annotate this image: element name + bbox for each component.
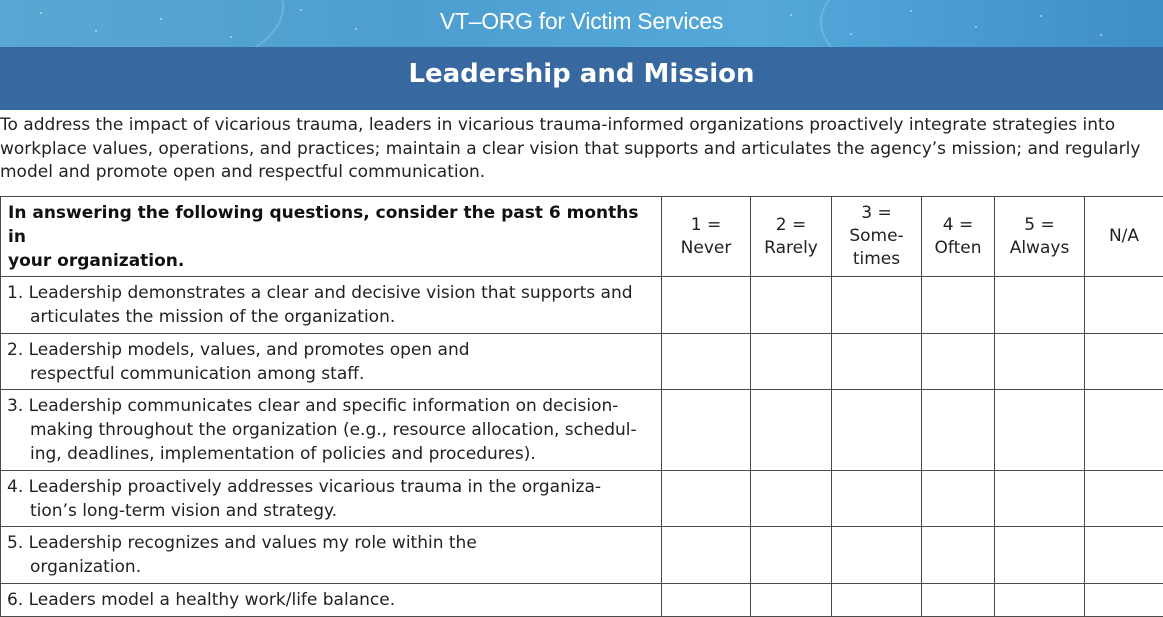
rating-cell-often[interactable] bbox=[922, 334, 995, 390]
rating-cell-sometimes[interactable] bbox=[832, 277, 922, 334]
rating-cell-never[interactable] bbox=[662, 390, 751, 471]
section-title: Leadership and Mission bbox=[408, 59, 755, 89]
scale-label: Always bbox=[1009, 237, 1070, 258]
table-row bbox=[1, 277, 1163, 334]
table-row bbox=[1, 390, 1163, 471]
scale-header-never bbox=[662, 197, 751, 277]
scale-value: 3 = bbox=[861, 203, 892, 223]
rating-cell-sometimes[interactable] bbox=[832, 334, 922, 390]
rating-cell-rarely[interactable] bbox=[751, 527, 832, 584]
intro-line: workplace values, operations, and practices; maintain a clear vision that supports and articulates the agency’s mission; and regularly bbox=[0, 138, 1141, 159]
rating-cell-na[interactable] bbox=[1085, 390, 1163, 471]
rating-cell-often[interactable] bbox=[922, 390, 995, 471]
question-text bbox=[1, 471, 662, 527]
table-row bbox=[1, 334, 1163, 390]
rating-cell-often[interactable] bbox=[922, 471, 995, 527]
scale-value: 1 = bbox=[690, 214, 722, 235]
question-header-line: In answering the following questions, consider the past 6 months in bbox=[8, 202, 639, 247]
question-line: making throughout the organization (e.g., resource allocation, schedul- bbox=[30, 420, 637, 440]
scale-label: N/A bbox=[1108, 226, 1140, 246]
rating-cell-never[interactable] bbox=[662, 527, 751, 584]
intro-paragraph bbox=[0, 114, 1163, 185]
question-line: respectful communication among staff. bbox=[30, 363, 365, 384]
rating-cell-often[interactable] bbox=[922, 527, 995, 584]
scale-value: 4 = bbox=[942, 214, 974, 235]
section-header-bar bbox=[0, 47, 1163, 110]
scale-header-na bbox=[1085, 197, 1163, 277]
scale-label: times bbox=[852, 249, 901, 269]
survey-table bbox=[0, 196, 1163, 617]
rating-cell-never[interactable] bbox=[662, 471, 751, 527]
rating-cell-always[interactable] bbox=[995, 277, 1085, 334]
question-line: 2. Leadership models, values, and promotes open and bbox=[7, 339, 470, 360]
scale-value: 5 = bbox=[1024, 214, 1055, 235]
rating-cell-sometimes[interactable] bbox=[832, 390, 922, 471]
rating-cell-never[interactable] bbox=[662, 584, 751, 617]
question-text bbox=[1, 527, 662, 584]
table-row bbox=[1, 527, 1163, 584]
question-column-header bbox=[1, 197, 662, 277]
question-line: 3. Leadership communicates clear and specific information on decision- bbox=[7, 396, 619, 416]
rating-cell-na[interactable] bbox=[1085, 277, 1163, 334]
rating-cell-sometimes[interactable] bbox=[832, 527, 922, 584]
intro-line: To address the impact of vicarious trauma, leaders in vicarious trauma-informed organizations proactively integrate strategies into bbox=[0, 115, 1116, 135]
rating-cell-always[interactable] bbox=[995, 390, 1085, 471]
question-text bbox=[1, 584, 662, 617]
rating-cell-always[interactable] bbox=[995, 527, 1085, 584]
rating-cell-never[interactable] bbox=[662, 334, 751, 390]
question-line: organization. bbox=[30, 557, 142, 577]
question-line: 4. Leadership proactively addresses vicarious trauma in the organiza- bbox=[7, 476, 602, 497]
rating-cell-na[interactable] bbox=[1085, 584, 1163, 617]
rating-cell-rarely[interactable] bbox=[751, 584, 832, 617]
scale-label: Never bbox=[680, 237, 732, 258]
table-row bbox=[1, 584, 1163, 617]
scale-header-sometimes bbox=[832, 197, 922, 277]
table-row bbox=[1, 471, 1163, 527]
intro-line: model and promote open and respectful communication. bbox=[0, 162, 486, 182]
rating-cell-na[interactable] bbox=[1085, 334, 1163, 390]
banner-title: VT–ORG for Victim Services bbox=[439, 8, 724, 34]
rating-cell-na[interactable] bbox=[1085, 527, 1163, 584]
scale-header-often bbox=[922, 197, 995, 277]
rating-cell-never[interactable] bbox=[662, 277, 751, 334]
rating-cell-sometimes[interactable] bbox=[832, 584, 922, 617]
question-text bbox=[1, 334, 662, 390]
table-header-row bbox=[1, 197, 1163, 277]
rating-cell-often[interactable] bbox=[922, 277, 995, 334]
question-header-line: your organization. bbox=[8, 250, 185, 271]
question-line: 1. Leadership demonstrates a clear and decisive vision that supports and bbox=[7, 283, 633, 303]
rating-cell-rarely[interactable] bbox=[751, 471, 832, 527]
banner-speck bbox=[230, 36, 232, 38]
question-text bbox=[1, 390, 662, 471]
question-line: 6. Leaders model a healthy work/life balance. bbox=[7, 590, 396, 610]
rating-cell-rarely[interactable] bbox=[751, 390, 832, 471]
question-line: 5. Leadership recognizes and values my role within the bbox=[7, 533, 477, 553]
rating-cell-always[interactable] bbox=[995, 471, 1085, 527]
scale-value: 2 = bbox=[775, 214, 807, 235]
rating-cell-always[interactable] bbox=[995, 334, 1085, 390]
rating-cell-rarely[interactable] bbox=[751, 277, 832, 334]
question-text bbox=[1, 277, 662, 334]
rating-cell-sometimes[interactable] bbox=[832, 471, 922, 527]
scale-header-rarely bbox=[751, 197, 832, 277]
scale-label: Some- bbox=[849, 226, 904, 246]
scale-label: Often bbox=[934, 237, 982, 258]
scale-label: Rarely bbox=[764, 237, 818, 258]
rating-cell-rarely[interactable] bbox=[751, 334, 832, 390]
rating-cell-always[interactable] bbox=[995, 584, 1085, 617]
question-line: ing, deadlines, implementation of policies and procedures). bbox=[30, 444, 536, 464]
scale-header-always bbox=[995, 197, 1085, 277]
top-banner bbox=[0, 0, 1163, 47]
rating-cell-na[interactable] bbox=[1085, 471, 1163, 527]
question-line: articulates the mission of the organization. bbox=[30, 307, 396, 327]
rating-cell-often[interactable] bbox=[922, 584, 995, 617]
question-line: tion’s long-term vision and strategy. bbox=[30, 500, 338, 521]
